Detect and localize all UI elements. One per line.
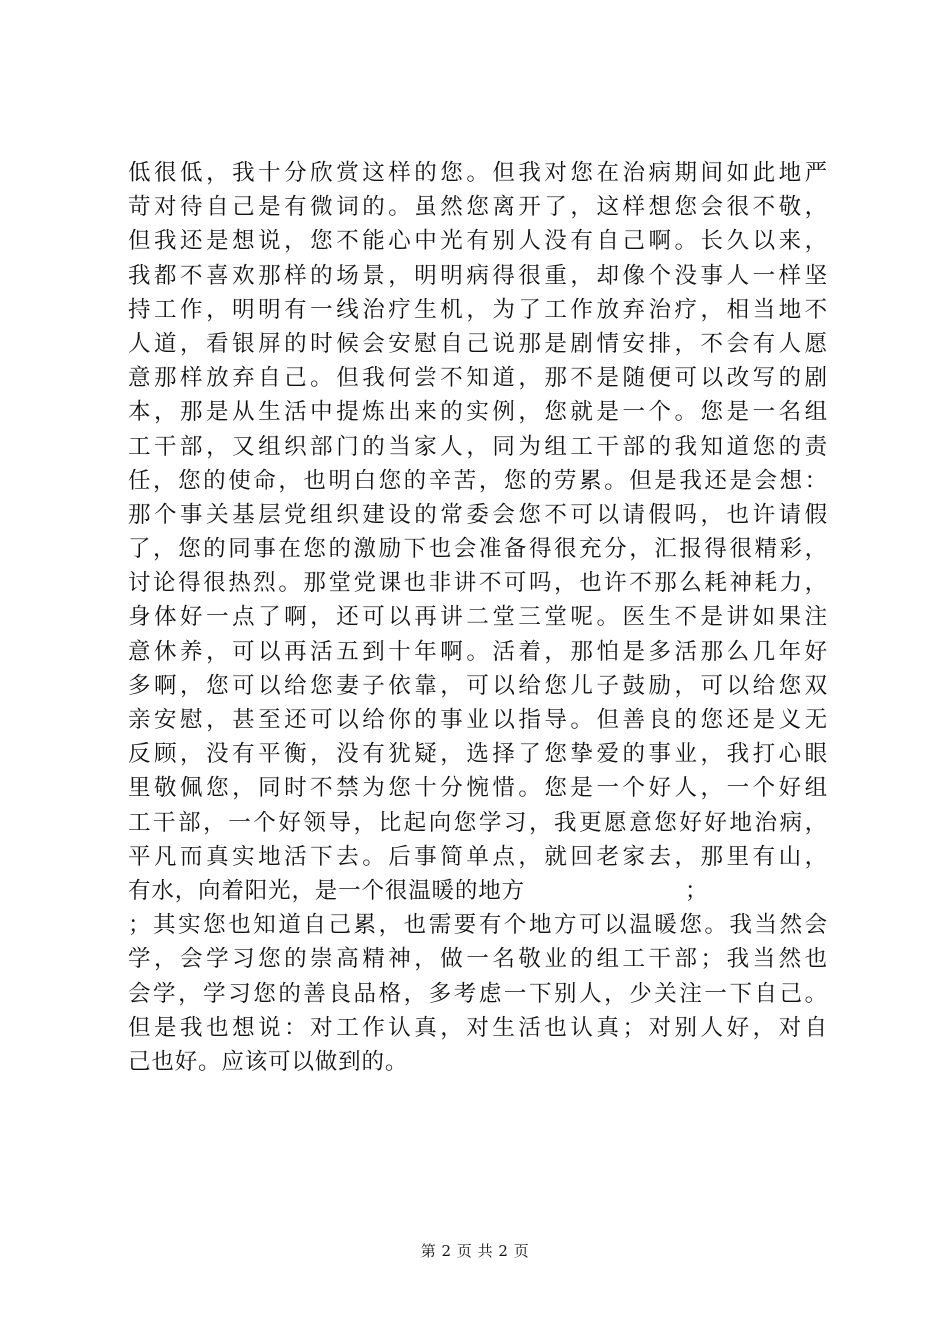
text-line: 有水，向着阳光，是一个很温暖的地方 ； [128,877,709,904]
text-line: 苛对待自己是有微词的。虽然您离开了，这样想您会很不敬， [128,194,828,221]
text-line: 工干部，一个好领导，比起向您学习，我更愿意您好好地治病， [128,809,828,836]
text-line: 本，那是从生活中提炼出来的实例，您就是一个。您是一名组 [128,399,828,426]
text-line: 里敬佩您，同时不禁为您十分惋惜。您是一个好人，一个好组 [128,775,828,802]
text-line: 人道，看银屏的时候会安慰自己说那是剧情安排，不会有人愿 [128,330,828,357]
text-line: 学，会学习您的崇高精神，做一名敬业的组工干部；我当然也 [128,946,828,973]
text-line: 任，您的使命，也明白您的辛苦，您的劳累。但是我还是会想： [128,467,828,494]
text-line: 平凡而真实地活下去。后事简单点，就回老家去，那里有山， [128,843,828,870]
text-line: 身体好一点了啊，还可以再讲二堂三堂呢。医生不是讲如果注 [128,604,828,631]
text-line: 反顾，没有平衡，没有犹疑，选择了您挚爱的事业，我打心眼 [128,741,828,768]
text-line: 那个事关基层党组织建设的常委会您不可以请假吗，也许请假 [128,501,828,528]
text-line: 亲安慰，甚至还可以给你的事业以指导。但善良的您还是义无 [128,707,828,733]
text-line: 讨论得很热烈。那堂党课也非讲不可吗，也许不那么耗神耗力， [128,570,828,597]
body-text [128,156,828,1079]
text-line: 多啊，您可以给您妻子依靠，可以给您儿子鼓励，可以给您双 [128,672,828,699]
text-line: 意休养，可以再活五到十年啊。活着，那怕是多活那么几年好 [128,638,828,665]
page-footer: 第 2 页 共 2 页 [420,1242,530,1260]
text-line: 了，您的同事在您的激励下也会准备得很充分，汇报得很精彩， [128,536,828,563]
text-line: 但是我也想说：对工作认真，对生活也认真；对别人好，对自 [128,1014,828,1041]
text-line: 我都不喜欢那样的场景，明明病得很重，却像个没事人一样坚 [128,262,828,289]
text-line: 持工作，明明有一线治疗生机，为了工作放弃治疗，相当地不 [128,296,828,323]
text-line: ；其实您也知道自己累，也需要有个地方可以温暖您。我当然会 [128,912,828,939]
text-line: 己也好。应该可以做到的。 [128,1048,409,1075]
text-line: 工干部，又组织部门的当家人，同为组工干部的我知道您的责 [128,433,828,460]
text-line: 会学，学习您的善良品格，多考虑一下别人，少关注一下自己。 [128,980,828,1007]
text-line: 低很低，我十分欣赏这样的您。但我对您在治病期间如此地严 [128,160,828,186]
text-line: 但我还是想说，您不能心中光有别人没有自己啊。长久以来， [128,228,828,255]
text-line: 意那样放弃自己。但我何尝不知道，那不是随便可以改写的剧 [128,365,828,392]
